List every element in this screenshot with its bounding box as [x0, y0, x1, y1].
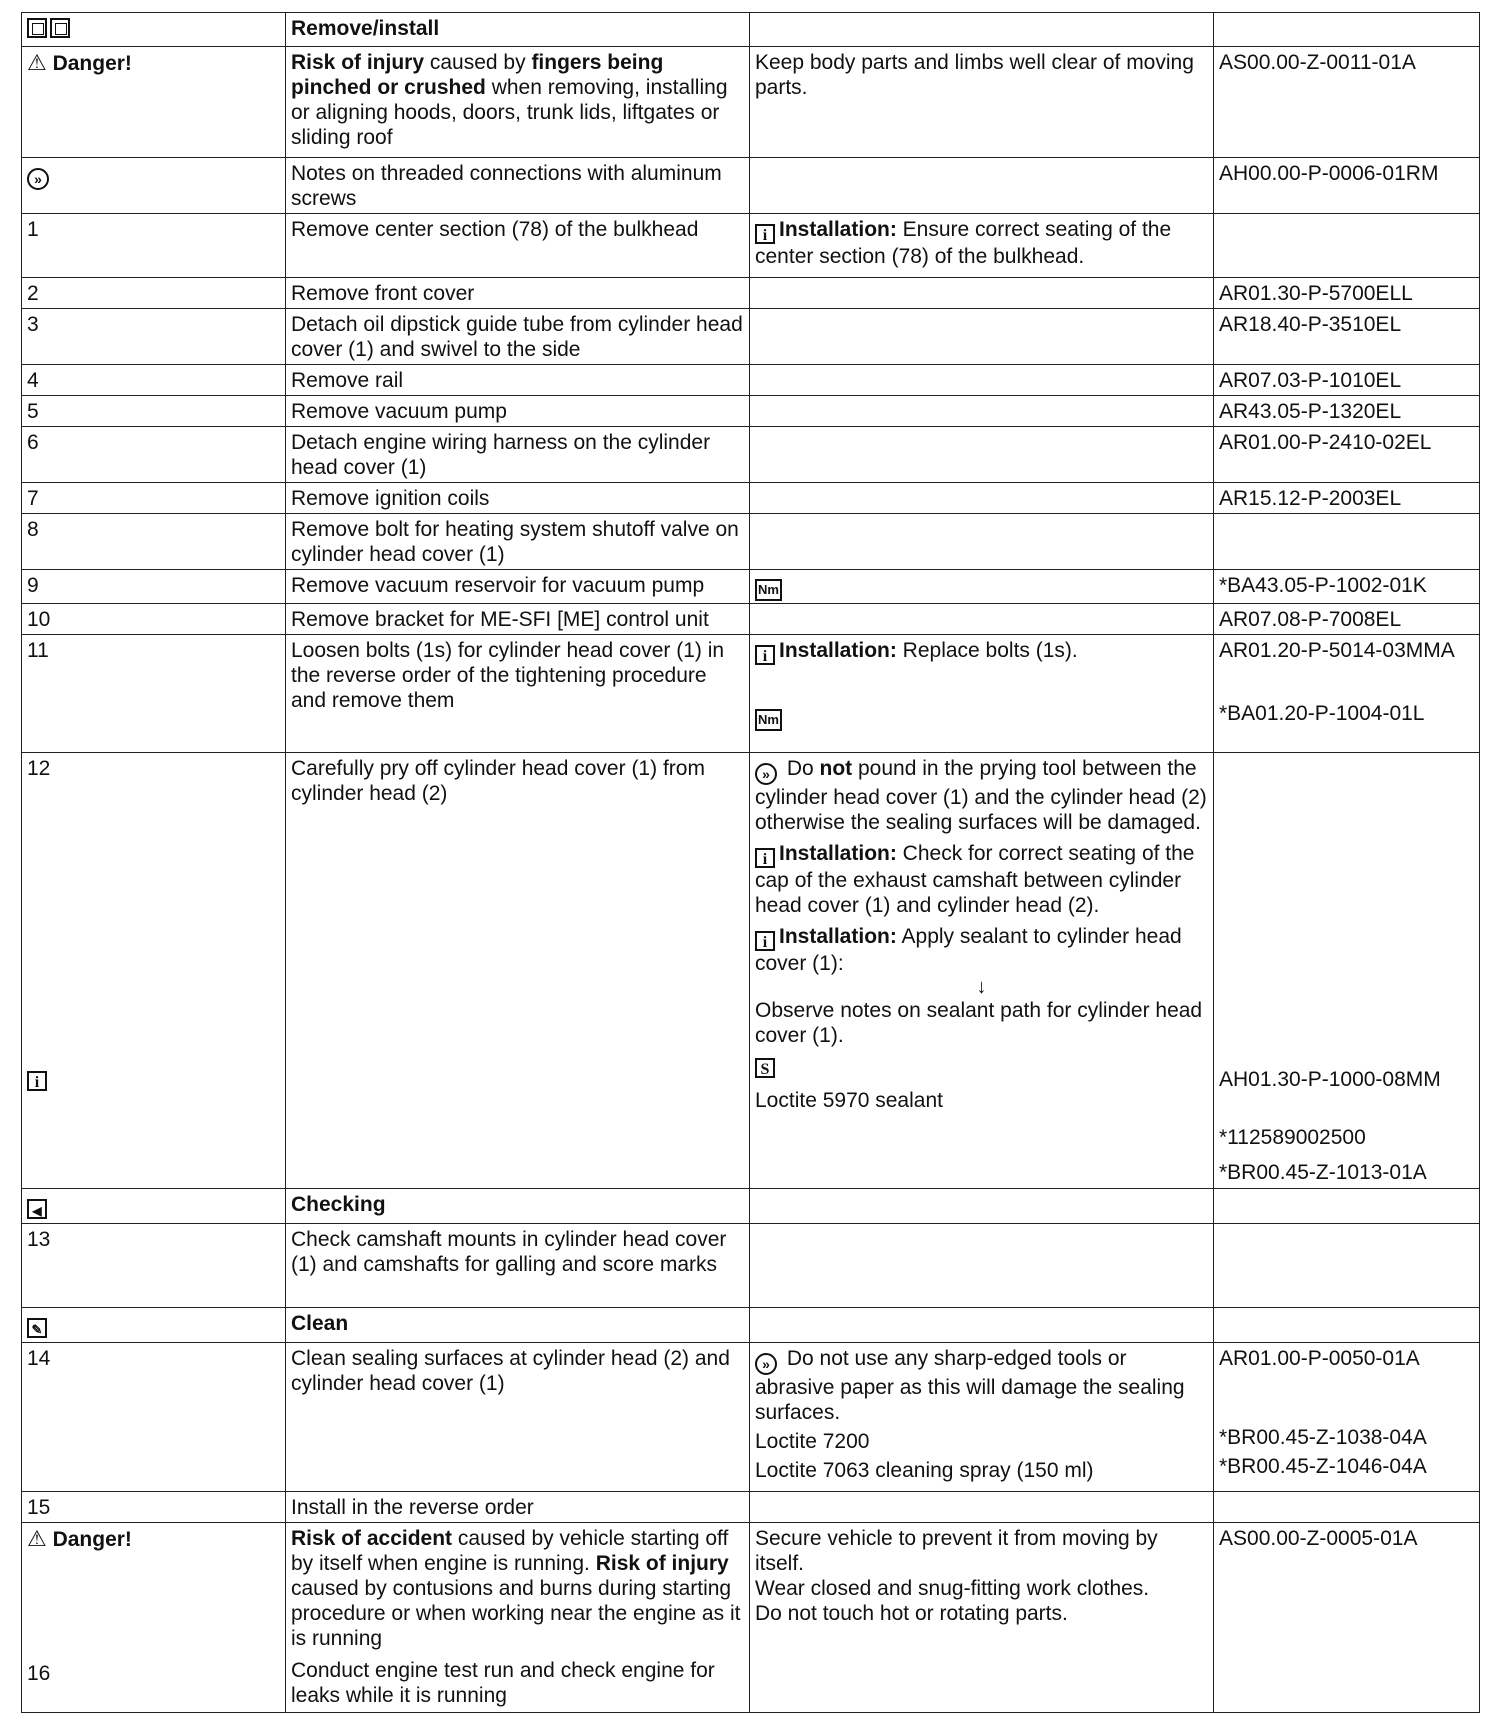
table-row: 13 Check camshaft mounts in cylinder head cover (1) and camshafts for galling and score marks: [22, 1224, 1480, 1308]
special-tool-icon: S: [755, 1058, 775, 1078]
note-icon: »: [755, 1353, 777, 1375]
table-row: [22, 1308, 1480, 1343]
note-icon: »: [755, 763, 777, 785]
procedure-table: [21, 12, 1480, 1713]
arrow-down-icon: ↓: [976, 976, 987, 998]
checking-icon: ◀: [27, 1199, 47, 1219]
info-icon: i: [755, 931, 775, 951]
document-reference-link[interactable]: AR01.00-P-2410-02EL: [1214, 427, 1480, 483]
warning-triangle-icon: ⚠: [27, 1526, 47, 1551]
document-reference-link[interactable]: *BA43.05-P-1002-01K: [1214, 570, 1480, 604]
table-row: 12 i Carefully pry off cylinder head cover (1) from cylinder head (2) » Do not pound in the prying tool between the cylinder head cover (1) and the cylinder head (2) otherwise the sealing surfaces will be damaged. i Installation: Check for correct seating of the cap of the exhaust camshaft between cylinder head cover (1) and cylinder head (2). i Installation: Apply sealant to cylinder head cover (1): ↓ Observe notes on sealant path for cylinder head cover (1). S Loctite 5970 sealant AH01.30-P-1000-08MM *112589002500 *BR00.45-Z-1013-01A: [22, 753, 1480, 1189]
table-row: 10 Remove bracket for ME-SFI [ME] control unit AR07.08-P-7008EL: [22, 604, 1480, 635]
torque-nm-icon: Nm: [755, 709, 782, 731]
document-reference-link[interactable]: AR18.40-P-3510EL: [1214, 309, 1480, 365]
table-row: 1 Remove center section (78) of the bulkhead i Installation: Ensure correct seating of the center section (78) of the bulkhead.: [22, 214, 1480, 278]
table-row: 6 Detach engine wiring harness on the cylinder head cover (1) AR01.00-P-2410-02EL: [22, 427, 1480, 483]
document-reference-link[interactable]: AR15.12-P-2003EL: [1214, 483, 1480, 514]
document-reference-link[interactable]: AS00.00-Z-0005-01A: [1214, 1523, 1480, 1713]
part-number-link[interactable]: *112589002500: [1219, 1126, 1366, 1149]
section-title: Clean: [286, 1308, 750, 1343]
document-reference-link[interactable]: AR07.08-P-7008EL: [1214, 604, 1480, 635]
document-reference-link[interactable]: *BA01.20-P-1004-01L: [1219, 702, 1425, 725]
section-title: Remove/install: [286, 13, 750, 47]
table-row: 14 Clean sealing surfaces at cylinder head (2) and cylinder head cover (1) » Do not use any sharp-edged tools or abrasive paper as this will damage the sealing surfaces. Loctite 7200 Loctite 7063 cleaning spray (150 ml) AR01.00-P-0050-01A *BR00.45-Z-1038-04A *BR00.45-Z-1046-04A: [22, 1343, 1480, 1492]
table-row: 3 Detach oil dipstick guide tube from cylinder head cover (1) and swivel to the side AR18.40-P-3510EL: [22, 309, 1480, 365]
document-reference-link[interactable]: AR07.03-P-1010EL: [1214, 365, 1480, 396]
document-reference-link[interactable]: *BR00.45-Z-1013-01A: [1219, 1161, 1427, 1184]
table-row: 4 Remove rail AR07.03-P-1010EL: [22, 365, 1480, 396]
warning-triangle-icon: ⚠: [27, 50, 47, 75]
info-icon: i: [755, 224, 775, 244]
table-row: 15 Install in the reverse order: [22, 1492, 1480, 1523]
remove-install-icon: [50, 18, 70, 38]
document-reference-link[interactable]: *BR00.45-Z-1038-04A: [1219, 1426, 1427, 1449]
section-title: Checking: [286, 1189, 750, 1224]
document-reference-link[interactable]: AR43.05-P-1320EL: [1214, 396, 1480, 427]
note-icon: »: [27, 168, 49, 190]
document-reference-link[interactable]: *BR00.45-Z-1046-04A: [1219, 1455, 1427, 1478]
info-icon: i: [755, 848, 775, 868]
table-row: 5 Remove vacuum pump AR43.05-P-1320EL: [22, 396, 1480, 427]
document-reference-link[interactable]: AR01.00-P-0050-01A: [1219, 1347, 1420, 1370]
danger-label: Danger!: [52, 52, 132, 75]
table-row: 7 Remove ignition coils AR15.12-P-2003EL: [22, 483, 1480, 514]
info-icon: i: [27, 1071, 47, 1091]
table-row: ⚠ Danger! 16 Risk of accident caused by vehicle starting off by itself when engine is running. Risk of injury caused by contusions and burns during starting procedure or when working near the engine as it is running Conduct engine test run and check engine for leaks while it is running Secure vehicle to prevent it from moving by itself. Wear closed and snug-fitting work clothes. Do not touch hot or rotating parts. AS00.00-Z-0005-01A: [22, 1523, 1480, 1713]
table-row: » Notes on threaded connections with aluminum screws AH00.00-P-0006-01RM: [22, 158, 1480, 214]
document-reference-link[interactable]: AR01.20-P-5014-03MMA: [1219, 639, 1455, 662]
torque-nm-icon: Nm: [755, 579, 782, 601]
table-row: 11 Loosen bolts (1s) for cylinder head cover (1) in the reverse order of the tightening procedure and remove them i Installation: Replace bolts (1s). Nm AR01.20-P-5014-03MMA *BA01.20-P-1004-01L: [22, 635, 1480, 753]
table-row: ⚠ Danger! Risk of injury caused by fingers being pinched or crushed when removing, installing or aligning hoods, doors, trunk lids, liftgates or sliding roof Keep body parts and limbs well clear of moving parts. AS00.00-Z-0011-01A: [22, 47, 1480, 158]
danger-label: Danger!: [52, 1528, 132, 1551]
clean-icon: ✎: [27, 1318, 47, 1338]
document-reference-link[interactable]: AS00.00-Z-0011-01A: [1214, 47, 1480, 158]
table-row: 8 Remove bolt for heating system shutoff valve on cylinder head cover (1): [22, 514, 1480, 570]
document-reference-link[interactable]: AR01.30-P-5700ELL: [1214, 278, 1480, 309]
table-row: 2 Remove front cover AR01.30-P-5700ELL: [22, 278, 1480, 309]
info-icon: i: [755, 645, 775, 665]
table-row: 9 Remove vacuum reservoir for vacuum pump Nm *BA43.05-P-1002-01K: [22, 570, 1480, 604]
table-row: [22, 13, 1480, 47]
remove-install-icon: [27, 18, 47, 38]
table-row: [22, 1189, 1480, 1224]
document-reference-link[interactable]: AH00.00-P-0006-01RM: [1214, 158, 1480, 214]
document-reference-link[interactable]: AH01.30-P-1000-08MM: [1219, 1068, 1441, 1091]
